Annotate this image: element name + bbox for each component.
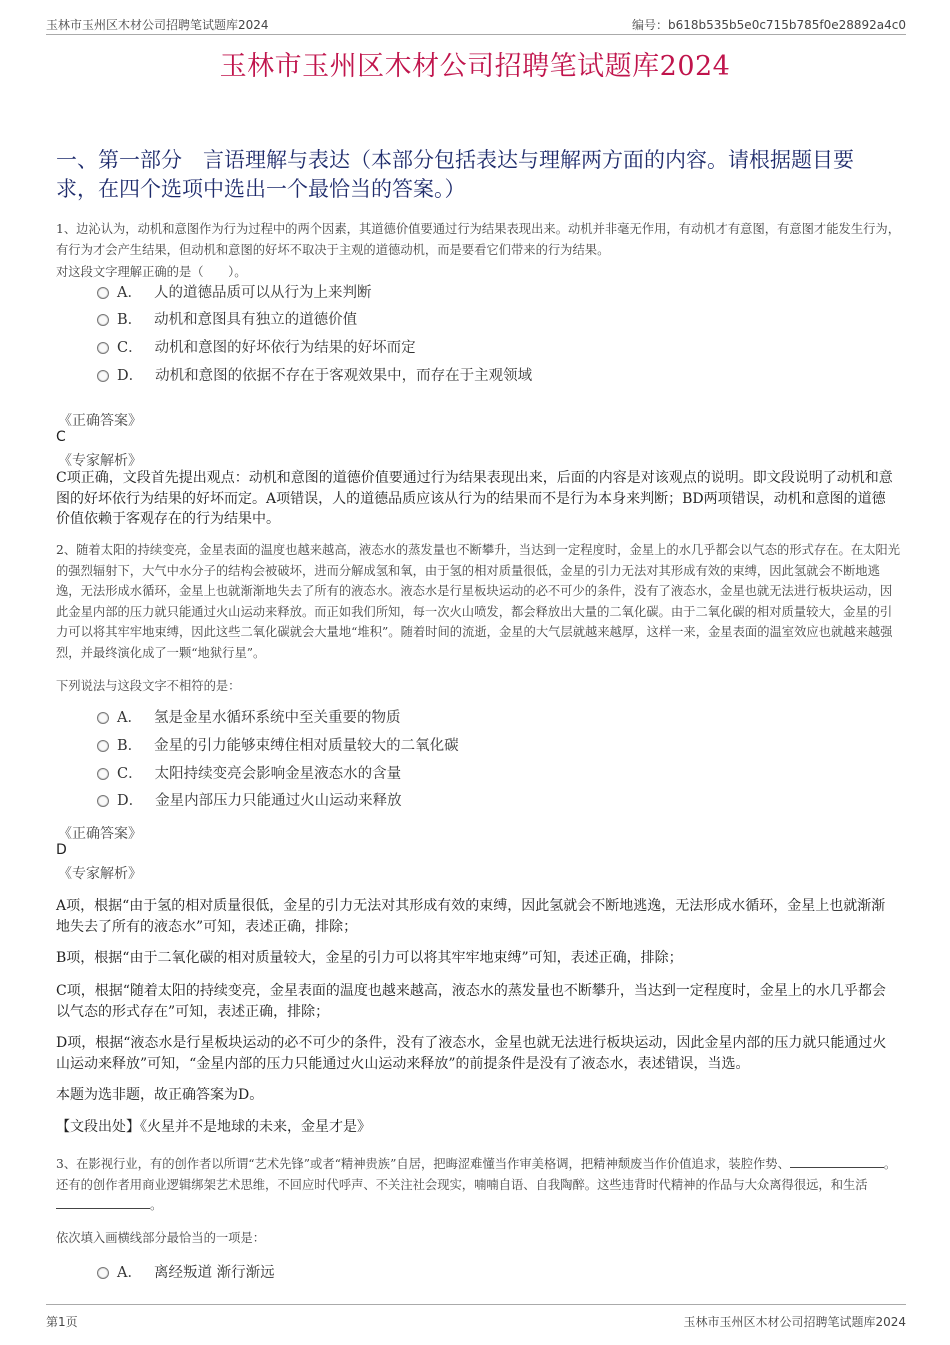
header-serial-number: 编号：b618b535b5e0c715b785f0e28892a4c0 [632,18,906,32]
question-2-analysis-d: D项，根据“液态水是行星板块运动的必不可少的条件，没有了液态水，金星也就无法进行板块运动，因此金星内部的压力就只能通过火山运动来释放”可知，“金星内部的压力只能通过火山运动来释放”的前提条件是没有了液态水，表述错误，当选。 [56,1035,887,1072]
option-text: 动机和意图的好坏依行为结果的好坏而定 [154,340,416,356]
question-3-text-part-1: 3、在影视行业，有的创作者以所谓“艺术先锋”或者“精神贵族”自居，把晦涩难懂当作审美格调，把精神颓废当作价值追求，装腔作势、 [56,1157,790,1171]
correct-answer-label: 《正确答案》 [58,826,142,842]
expert-analysis-label: 《专家解析》 [58,453,142,469]
section-heading: 一、第一部分 言语理解与表达（本部分包括表达与理解两方面的内容。请根据题目要求，在四个选项中选出一个最恰当的答案。） [56,148,854,201]
option-letter: D． [117,368,144,384]
question-2-source: 【文段出处】《火星并不是地球的未来，金星才是》 [56,1119,371,1135]
option-text: 太阳持续变亮会影响金星液态水的含量 [154,766,402,782]
radio-button-icon[interactable] [97,1267,109,1279]
question-1-option-d[interactable] [97,365,532,387]
question-3-text [56,1154,902,1216]
option-letter: C． [117,340,143,356]
question-2-answer: D [56,842,67,858]
expert-analysis-label: 《专家解析》 [58,866,142,882]
option-text: 金星内部压力只能通过火山运动来释放 [155,793,402,809]
question-2-conclusion: 本题为选非题，故正确答案为D。 [56,1087,264,1103]
question-2-option-a[interactable] [97,707,400,729]
question-2-option-c[interactable] [97,763,401,785]
option-letter: A． [117,1265,142,1281]
fill-blank-1[interactable] [790,1156,884,1168]
option-letter: A． [117,710,142,726]
option-letter: B． [117,738,143,754]
option-letter: A． [117,285,142,301]
page-number: 第1页 [46,1315,78,1329]
question-3-prompt: 依次填入画横线部分最恰当的一项是： [56,1231,266,1245]
option-text: 金星的引力能够束缚住相对质量较大的二氧化碳 [154,738,459,754]
radio-button-icon[interactable] [97,768,109,780]
question-1-option-a[interactable] [97,282,371,304]
radio-button-icon[interactable] [97,287,109,299]
radio-button-icon[interactable] [97,740,109,752]
page-footer [46,1304,906,1327]
question-1-option-b[interactable] [97,309,357,331]
question-2-prompt: 下列说法与这段文字不相符的是： [56,679,241,693]
question-1-text: 1、边沁认为，动机和意图作为行为过程中的两个因素，其道德价值要通过行为结果表现出来。动机并非毫无作用，有动机才有意图，有意图才能发生行为，有行为才会产生结果，但动机和意图的好坏不取决于主观的道德动机，而是要看它们带来的行为结果。 [56,222,901,257]
option-text: 离经叛道 渐行渐远 [153,1265,275,1281]
option-letter: B． [117,312,143,328]
page-header [46,14,906,35]
question-2-option-b[interactable] [97,735,459,757]
question-2-analysis-a: A项，根据“由于氢的相对质量很低，金星的引力无法对其形成有效的束缚，因此氢就会不断地逃逸，无法形成水循环，金星上也就渐渐地失去了所有的液态水”可知，表述正确，排除； [56,898,886,935]
question-3-option-a[interactable] [97,1262,275,1284]
question-2-option-d[interactable] [97,790,402,812]
footer-title: 玉林市玉州区木材公司招聘笔试题库2024 [683,1315,906,1329]
question-2-text: 2、随着太阳的持续变亮，金星表面的温度也越来越高，液态水的蒸发量也不断攀升，当达到一定程度时，金星上的水几乎都会以气态的形式存在。在太阳光的强烈辐射下，大气中水分子的结构会被破坏，进而分解成氢和氧，由于氢的相对质量很低，金星的引力无法对其形成有效的束缚，因此氢就会不断地逃逸，无法形成水循环，金星上也就渐渐地失去了所有的液态水。液态水是行星板块运动的必不可少的条件，没有了液态水，金星也就无法进行板块运动，因此金星内部的压力就只能通过火山运动来释放。而正如我们所知，每一次火山喷发，都会释放出大量的二氧化碳。由于二氧化碳的相对质量较大，金星的引力可以将其牢牢地束缚，因此这些二氧化碳就会大量地“堆积”。随着时间的流逝，金星的大气层就越来越厚，这样一来，金星表面的温室效应也就越来越强烈，并最终演化成了一颗“地狱行星”。 [56,543,901,660]
question-2-analysis-c: C项，根据“随着太阳的持续变亮，金星表面的温度也越来越高，液态水的蒸发量也不断攀升，当达到一定程度时，金星上的水几乎都会以气态的形式存在”可知，表述正确，排除； [56,983,886,1020]
radio-button-icon[interactable] [97,314,109,326]
option-text: 动机和意图的依据不存在于客观效果中，而存在于主观领域 [155,368,533,384]
option-letter: D． [117,793,144,809]
radio-button-icon[interactable] [97,342,109,354]
correct-answer-label: 《正确答案》 [58,413,142,429]
question-1-option-c[interactable] [97,337,416,359]
question-1-answer: C [56,429,66,445]
radio-button-icon[interactable] [97,370,109,382]
question-3-text-part-2: 。还有的创作者用商业逻辑绑架艺术思维，不回应时代呼声、不关注社会现实，喃喃自语、自我陶醉。这些违背时代精神的作品与大众离得很远，和生活 [56,1157,897,1192]
fill-blank-2[interactable] [56,1197,150,1209]
question-1-prompt: 对这段文字理解正确的是（ ）。 [56,265,247,279]
document-title: 玉林市玉州区木材公司招聘笔试题库2024 [219,51,731,82]
option-text: 动机和意图具有独立的道德价值 [154,312,358,328]
radio-button-icon[interactable] [97,712,109,724]
option-text: 氢是金星水循环系统中至关重要的物质 [153,710,401,726]
radio-button-icon[interactable] [97,795,109,807]
question-2-analysis-b: B项，根据“由于二氧化碳的相对质量较大，金星的引力可以将其牢牢地束缚”可知，表述正确，排除； [56,950,683,966]
option-letter: C． [117,766,143,782]
option-text: 人的道德品质可以从行为上来判断 [153,285,372,301]
question-3-text-part-3: 。 [150,1198,163,1212]
question-1-analysis: C项正确，文段首先提出观点：动机和意图的道德价值要通过行为结果表现出来，后面的内容是对该观点的说明。即文段说明了动机和意图的好坏依行为结果的好坏而定。A项错误，人的道德品质应该从行为的结果而不是行为本身来判断；BD两项错误，动机和意图的道德价值依赖于客观存在的行为结果中。 [56,470,893,527]
header-title: 玉林市玉州区木材公司招聘笔试题库2024 [46,18,269,32]
